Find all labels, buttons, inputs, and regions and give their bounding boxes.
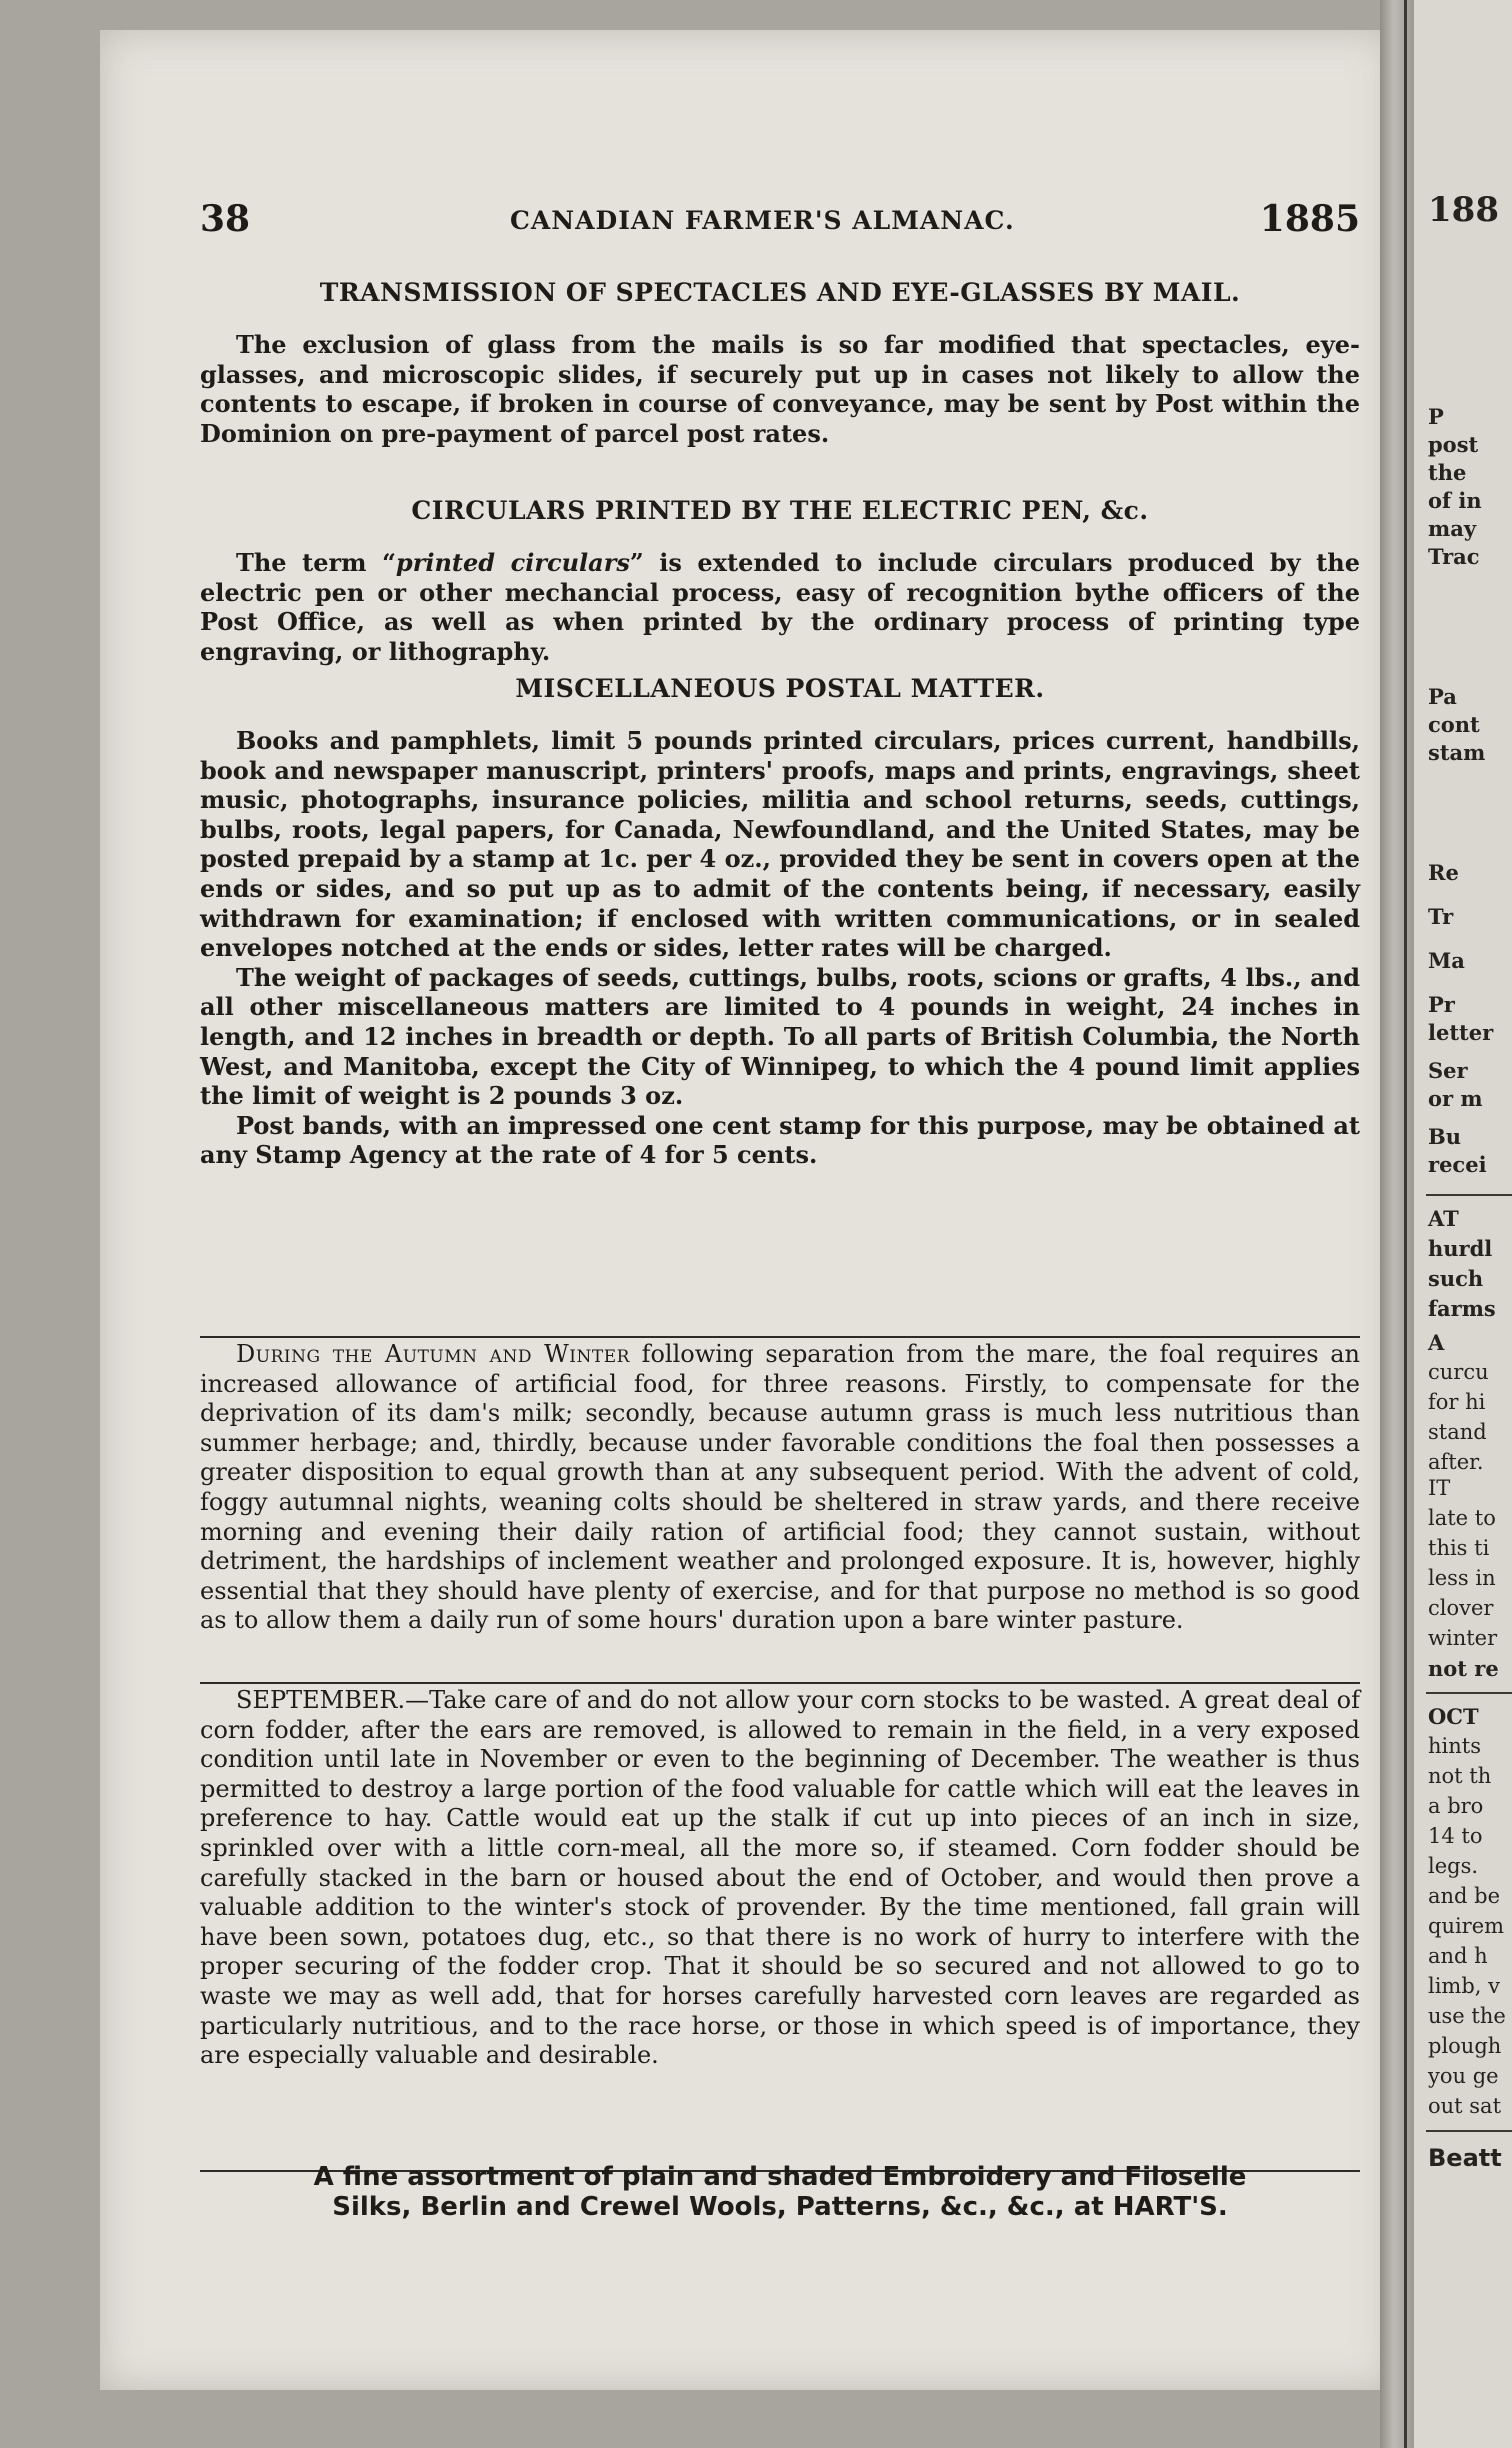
facing-fragment: out sat — [1428, 2094, 1502, 2118]
page-number: 38 — [200, 198, 251, 240]
misc-postal-body — [200, 726, 1360, 1170]
misc-paragraph-books: Books and pamphlets, limit 5 pounds printed circulars, prices current, handbills, book and newspaper manuscript, printers' proofs, maps and prints, engravings, sheet music, photographs, insurance policies, militia and school returns, seeds, cuttings, bulbs, roots, legal papers, for Canada, Newfoundland, and the United States, may be posted prepaid by a stamp at 1c. per 4 oz., provided they be sent in covers open at the ends or sides, and so put up as to admit of the contents being, if necessary, easily withdrawn for examination; if enclosed with written communications, or in sealed envelopes notched at the ends or sides, letter rates will be charged. — [200, 726, 1360, 963]
facing-rule — [1426, 2130, 1512, 2132]
spectacles-heading: TRANSMISSION OF SPECTACLES AND EYE-GLASSES BY MAIL. — [319, 278, 1241, 307]
facing-fragment: you ge — [1428, 2064, 1499, 2088]
facing-fragment: hints — [1428, 1734, 1481, 1758]
almanac-year: 1885 — [1259, 198, 1360, 240]
facing-fragment: IT — [1428, 1476, 1451, 1500]
harts-advertisement — [190, 2162, 1370, 2222]
facing-fragment: stand — [1428, 1420, 1487, 1444]
facing-fragment: legs. — [1428, 1854, 1479, 1878]
facing-fragment: winter — [1428, 1626, 1498, 1650]
facing-fragment: may — [1428, 516, 1477, 541]
facing-fragment: curcu — [1428, 1360, 1489, 1384]
section-divider — [200, 1682, 1360, 1684]
facing-page-number: 188 — [1428, 190, 1499, 230]
section-divider — [200, 1336, 1360, 1338]
facing-fragment: Pa — [1428, 684, 1457, 709]
running-title: CANADIAN FARMER'S ALMANAC. — [510, 206, 1015, 235]
facing-fragment: Bu — [1428, 1124, 1462, 1149]
facing-fragment: the — [1428, 460, 1467, 485]
facing-fragment: Ser — [1428, 1058, 1468, 1083]
facing-fragment: AT — [1428, 1206, 1459, 1231]
facing-fragment: hurdl — [1428, 1236, 1493, 1261]
facing-fragment: Beatt — [1428, 2144, 1502, 2172]
facing-fragment: this ti — [1428, 1536, 1490, 1560]
facing-fragment: of in — [1428, 488, 1482, 513]
facing-fragment: plough — [1428, 2034, 1502, 2058]
facing-fragment: A — [1428, 1330, 1445, 1355]
misc-paragraph-weight: The weight of packages of seeds, cuttings, bulbs, roots, scions or grafts, 4 lbs., and all other miscellaneous matters are limited to 4 pounds in weight, 24 inches in length, and 12 inches in breadth or depth. To all parts of British Columbia, the North West, and Manitoba, except the City of Winnipeg, to which the 4 pound limit applies the limit of weight is 2 pounds 3 oz. — [200, 962, 1360, 1111]
facing-fragment: or m — [1428, 1086, 1483, 1111]
facing-fragment: and be — [1428, 1884, 1501, 1908]
book-gutter — [1380, 0, 1414, 2448]
facing-fragment: late to — [1428, 1506, 1496, 1530]
facing-fragment: Ma — [1428, 948, 1465, 973]
circulars-heading: CIRCULARS PRINTED BY THE ELECTRIC PEN, &c. — [411, 496, 1149, 525]
circulars-paragraph — [200, 548, 1360, 666]
facing-fragment: less in — [1428, 1566, 1496, 1590]
facing-rule — [1426, 1194, 1512, 1196]
facing-fragment: a bro — [1428, 1794, 1484, 1818]
facing-fragment: and h — [1428, 1944, 1488, 1968]
facing-fragment: farms — [1428, 1296, 1496, 1321]
facing-fragment: post — [1428, 432, 1479, 457]
circulars-italic-term: printed circulars — [395, 548, 630, 577]
facing-rule — [1426, 1692, 1512, 1694]
facing-fragment: Trac — [1428, 544, 1480, 569]
facing-fragment: limb, v — [1428, 1974, 1501, 1998]
facing-fragment: Tr — [1428, 904, 1454, 929]
facing-fragment: not re — [1428, 1656, 1499, 1681]
facing-fragment: letter — [1428, 1020, 1494, 1045]
facing-fragment: clover — [1428, 1596, 1494, 1620]
september-paragraph — [200, 1686, 1360, 2071]
facing-page-fragment — [1414, 0, 1512, 2448]
misc-postal-heading: MISCELLANEOUS POSTAL MATTER. — [515, 674, 1045, 703]
facing-fragment: P — [1428, 404, 1444, 429]
facing-fragment: quirem — [1428, 1914, 1505, 1938]
facing-fragment: cont — [1428, 712, 1480, 737]
facing-fragment: for hi — [1428, 1390, 1486, 1414]
september-text: —Take care of and do not allow your corn stocks to be wasted. A great deal of corn fodder, after the ears are removed, is allowed to remain in the field, in a very exposed condition until late in November or even to the beginning of December. The weather is thus permitted to destroy a large portion of the food valuable for cattle which will eat the leaves in preference to hay. Cattle would eat up the stalk if cut up into pieces of an inch in size, sprinkled over with a little corn-meal, all the more so, if steamed. Corn fodder should be carefully stacked in the barn or housed about the end of October, and would then prove a valuable addition to the winter's stock of provender. By the time mentioned, fall grain will have been sown, potatoes dug, etc., so that there is no work of hurry to interfere with the proper securing of the fodder crop. That it should be so secured and not allowed to go to waste we may as well add, that for horses carefully harvested corn leaves are regarded as particularly nutritious, and to the race horse, or those in which speed is of importance, they are especially valuable and desirable. — [200, 1686, 1360, 2070]
misc-paragraph-post-bands: Post bands, with an impressed one cent stamp for this purpose, may be obtained at any Stamp Agency at the rate of 4 for 5 cents. — [200, 1110, 1360, 1170]
circulars-text-end: ” is extended to include circulars produced by the electric pen or other mechancial process, easy of recognition bythe officers of the Post Office, as well as when printed by the ordinary process of printing type engraving, or lithography. — [200, 548, 1360, 666]
gutter-line — [1404, 0, 1407, 2448]
september-lead-in: SEPTEMBER. — [236, 1686, 406, 1714]
advertisement-line-1: A fine assortment of plain and shaded Embroidery and Filoselle — [313, 2162, 1247, 2192]
facing-fragment: use the — [1428, 2004, 1506, 2028]
facing-fragment: Re — [1428, 860, 1459, 885]
foal-lead-in: During the Autumn and Winter — [236, 1340, 630, 1368]
foal-paragraph — [200, 1340, 1360, 1636]
facing-fragment: after. — [1428, 1450, 1484, 1474]
facing-fragment: OCT — [1428, 1704, 1479, 1729]
foal-text: following separation from the mare, the foal requires an increased allowance of artificial food, for three reasons. Firstly, to compensate for the deprivation of its dam's milk; secondly, because autumn grass is much less nutritious than summer herbage; and, thirdly, because under favorable conditions the foal then possesses a greater disposition to equal growth than at any subsequent period. With the advent of cold, foggy autumnal nights, weaning colts should be sheltered in straw yards, and there receive morning and evening their daily ration of artificial food; they cannot sustain, without detriment, the hardships of inclement weather and prolonged exposure. It is, however, highly essential that they should have plenty of exercise, and for that purpose no method is so good as to allow them a daily run of some hours' duration upon a bare winter pasture. — [200, 1340, 1360, 1635]
facing-fragment: 14 to — [1428, 1824, 1483, 1848]
facing-fragment: such — [1428, 1266, 1484, 1291]
facing-fragment: stam — [1428, 740, 1486, 765]
running-header — [200, 190, 1360, 250]
spectacles-paragraph: The exclusion of glass from the mails is so far modified that spectacles, eye-glasses, and microscopic slides, if securely put up in cases not likely to allow the contents to escape, if broken in course of conveyance, may be sent by Post within the Dominion on pre-payment of parcel post rates. — [200, 330, 1360, 448]
facing-fragment: recei — [1428, 1152, 1487, 1177]
facing-fragment: Pr — [1428, 992, 1455, 1017]
circulars-text-start: The term “ — [236, 548, 396, 577]
advertisement-line-2: Silks, Berlin and Crewel Wools, Patterns, &c., &c., at HART'S. — [332, 2192, 1228, 2222]
facing-fragment: not th — [1428, 1764, 1492, 1788]
